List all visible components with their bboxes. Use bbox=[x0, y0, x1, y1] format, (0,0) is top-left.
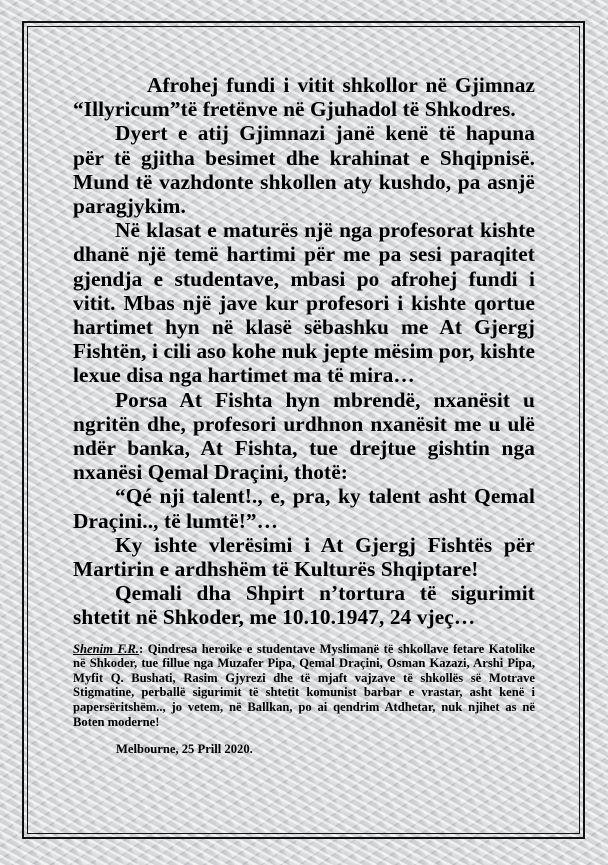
footnote-label: Shenim F.R. bbox=[73, 641, 139, 656]
document-body bbox=[73, 73, 535, 756]
paragraph-6: Ky ishte vlerësimi i At Gjergj Fishtës për Martirin e ardhshëm të Kulturës Shqiptare! bbox=[73, 532, 535, 582]
paragraph-4: Porsa At Fishta hyn mbrendë, nxanësit u ngritën dhe, profesori urdhnon nxanësit me u ulë ndër banka, At Fishta, tue drejtue gishtin nga nxanësi Qemal Draçini, thotë: bbox=[73, 387, 535, 485]
paragraph-7: Qemali dha Shpirt n’tortura të sigurimit shtetit në Shkoder, me 10.10.1947, 24 vjeç… bbox=[73, 581, 535, 630]
signature-line: Melbourne, 25 Prill 2020. bbox=[116, 741, 253, 756]
paragraph-5-quote: “Qé nji talent!., e, pra, ky talent asht Qemal Draçini.., të lumtë!”… bbox=[73, 484, 535, 533]
paragraph-2: Dyert e atij Gjimnazi janë kenë të hapuna për të gjitha besimet dhe krahinat e Shqipnisë. Mund të vazhdonte shkollen aty kushdo, pa asnjë paragjykim. bbox=[73, 121, 535, 219]
paragraph-3: Në klasat e maturës një nga profesorat kishte dhanë një temë hartimi për me pa sesi paraqitet gjendja e studentave, mbasi po afrohej fundi i vitit. Mbas një jave kur profesori i kishte qortue hartimet hyn në klasë sëbashku me At Gjergj Fishtën, i cili aso kohe nuk jepte mësim por, kishte lexue disa nga hartimet ma të mira… bbox=[73, 218, 535, 388]
footnote-separator: : bbox=[138, 641, 144, 656]
paragraph-1: Afrohej fundi i vitit shkollor në Gjimnaz “Illyricum”të fretënve në Gjuhadol të Shkodres. bbox=[73, 73, 535, 122]
footnote bbox=[73, 642, 535, 730]
footnote-text: Qindresa heroike e studentave Myslimanë të shkollave fetare Katolike në Shkoder, tue fillue nga Muzafer Pipa, Qemal Draçini, Osman Kazazi, Arshi Pipa, Myfit Q. Bushati, Rasim Gjyrezi dhe të mjaft vajzave të shkollës së Motrave Stigmatine, perballë sigurimit të shtetit komunist barbar e vrastar, asht kenë i papersëritshëm.., jo vetem, në Ballkan, po ai qendrim Atdhetar, nuk njihet as në Boten moderne! bbox=[73, 641, 535, 729]
